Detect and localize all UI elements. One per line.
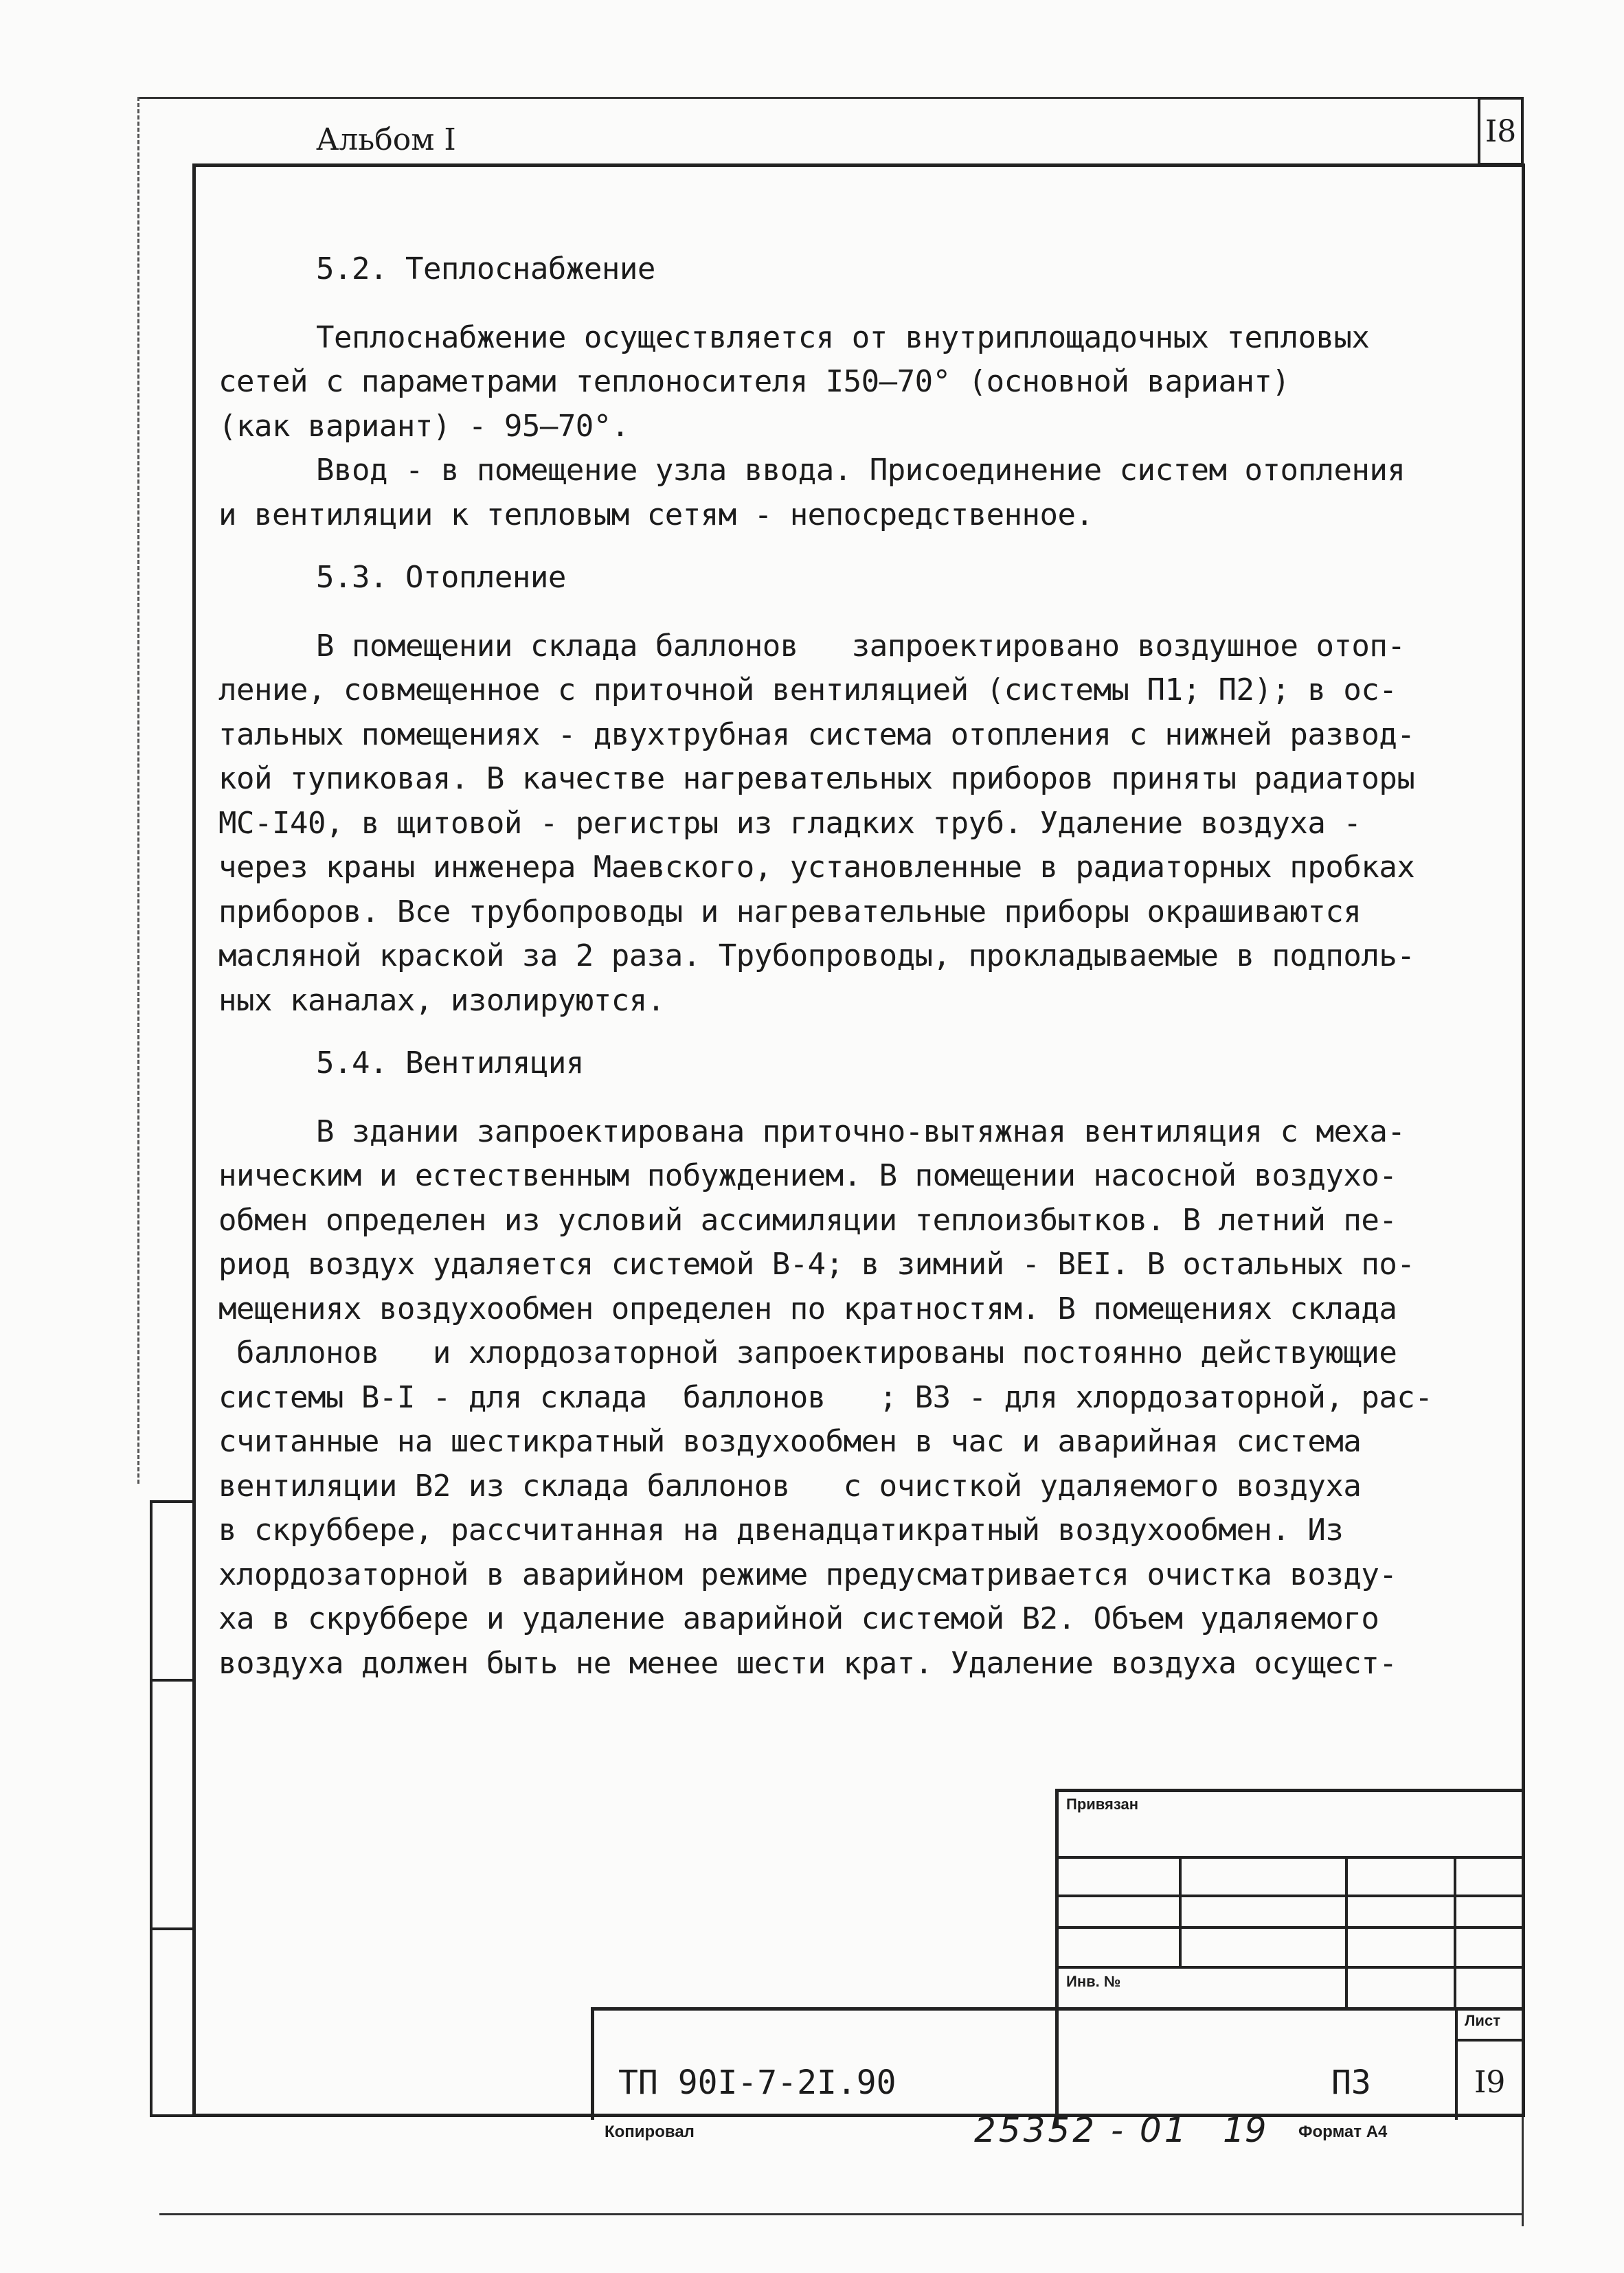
document-section: ПЗ <box>1331 2063 1371 2102</box>
text-line: кой тупиковая. В качестве нагревательных приборов приняты радиаторы <box>218 761 1415 796</box>
copied-label: Копировал <box>605 2123 695 2141</box>
document-body <box>218 247 1496 1686</box>
sheet-number: I9 <box>1474 2065 1506 2100</box>
binding-strip-box <box>150 1500 195 1682</box>
text-line: системы В-I - для склада баллонов ; В3 - для хлордозаторной, рас- <box>218 1379 1433 1415</box>
stamp-divider <box>1179 1856 1182 1966</box>
text-line: обмен определен из условий ассимиляции теплоизбытков. В летний пе- <box>218 1202 1397 1238</box>
text-line: В помещении склада баллонов запроектировано воздушное отоп- <box>316 628 1406 664</box>
album-label: Альбом I <box>316 122 456 157</box>
document-code: ТП 90I-7-2I.90 <box>618 2063 896 2102</box>
text-line: тальных помещениях - двухтрубная система отопления с нижней развод- <box>218 716 1415 752</box>
text-line: риод воздух удаляется системой В-4; в зимний - ВЕI. В остальных по- <box>218 1247 1415 1282</box>
privyazan-label: Привязан <box>1066 1796 1139 1813</box>
text-line: воздуха должен быть не менее шести крат. Удаление воздуха осущест- <box>218 1645 1397 1681</box>
sheet-label: Лист <box>1465 2012 1500 2029</box>
text-line: хлордозаторной в аварийном режиме предусматривается очистка возду- <box>218 1557 1397 1592</box>
archive-number: 25352 - 01 <box>974 2110 1189 2150</box>
text-line: мещениях воздухообмен определен по кратностям. В помещениях склада <box>218 1291 1397 1326</box>
paragraph <box>218 624 1496 1024</box>
stamp-divider <box>1454 1856 1456 2007</box>
stamp-divider <box>1345 1856 1348 2007</box>
text-line: ных каналах, изолируются. <box>218 982 665 1018</box>
text-line: через краны инженера Маевского, установленные в радиаторных пробках <box>218 850 1415 885</box>
sheet-left-border <box>137 97 139 1484</box>
text-line: Теплоснабжение осуществляется от внутриплощадочных тепловых <box>316 319 1370 355</box>
section-heading: 5.2. Теплоснабжение <box>316 251 655 286</box>
text-line: ха в скруббере и удаление аварийной системой В2. Объем удаляемого <box>218 1601 1379 1636</box>
text-line: ление, совмещенное с приточной вентиляцией (системы П1; П2); в ос- <box>218 672 1397 708</box>
corner-page-number: I8 <box>1478 97 1524 166</box>
sheet-divider <box>1455 2007 1458 2120</box>
sheet-top-border <box>137 97 1522 99</box>
sheet-bottom-border <box>159 2213 1524 2215</box>
text-line: (как вариант) - 95–70°. <box>218 408 629 444</box>
inventory-number-label: Инв. № <box>1066 1973 1121 1990</box>
sheet-rule <box>1455 2039 1525 2042</box>
text-line: считанные на шестикратный воздухообмен в час и аварийная система <box>218 1424 1362 1459</box>
section-heading: 5.3. Отопление <box>316 560 566 595</box>
archive-page: 19 <box>1223 2110 1267 2150</box>
paragraph <box>218 449 1496 537</box>
text-line: приборов. Все трубопроводы и нагревательные приборы окрашиваются <box>218 894 1362 929</box>
text-line: сетей с параметрами теплоносителя I50–70° (основной вариант) <box>218 364 1290 399</box>
text-line: ническим и естественным побуждением. В помещении насосной воздухо- <box>218 1158 1397 1193</box>
text-line: вентиляции В2 из склада баллонов с очисткой удаляемого воздуха <box>218 1468 1362 1504</box>
text-line: и вентиляции к тепловым сетям - непосредственное. <box>218 497 1094 532</box>
paragraph <box>218 316 1496 449</box>
binding-strip-box <box>150 1679 195 1930</box>
text-line: масляной краской за 2 раза. Трубопроводы, прокладываемые в подполь- <box>218 938 1415 973</box>
format-label: Формат А4 <box>1298 2123 1388 2141</box>
section-heading: 5.4. Вентиляция <box>316 1045 584 1081</box>
paragraph <box>218 1110 1496 1686</box>
text-line: баллонов и хлордозаторной запроектированы постоянно действующие <box>218 1335 1397 1370</box>
text-line: Ввод - в помещение узла ввода. Присоединение систем отопления <box>316 453 1406 488</box>
text-line: В здании запроектирована приточно-вытяжная вентиляция с меха- <box>316 1113 1406 1149</box>
text-line: МС-I40, в щитовой - регистры из гладких труб. Удаление воздуха - <box>218 805 1362 841</box>
binding-strip-box <box>150 1927 195 2117</box>
text-line: в скруббере, рассчитанная на двенадцатикратный воздухообмен. Из <box>218 1513 1344 1548</box>
